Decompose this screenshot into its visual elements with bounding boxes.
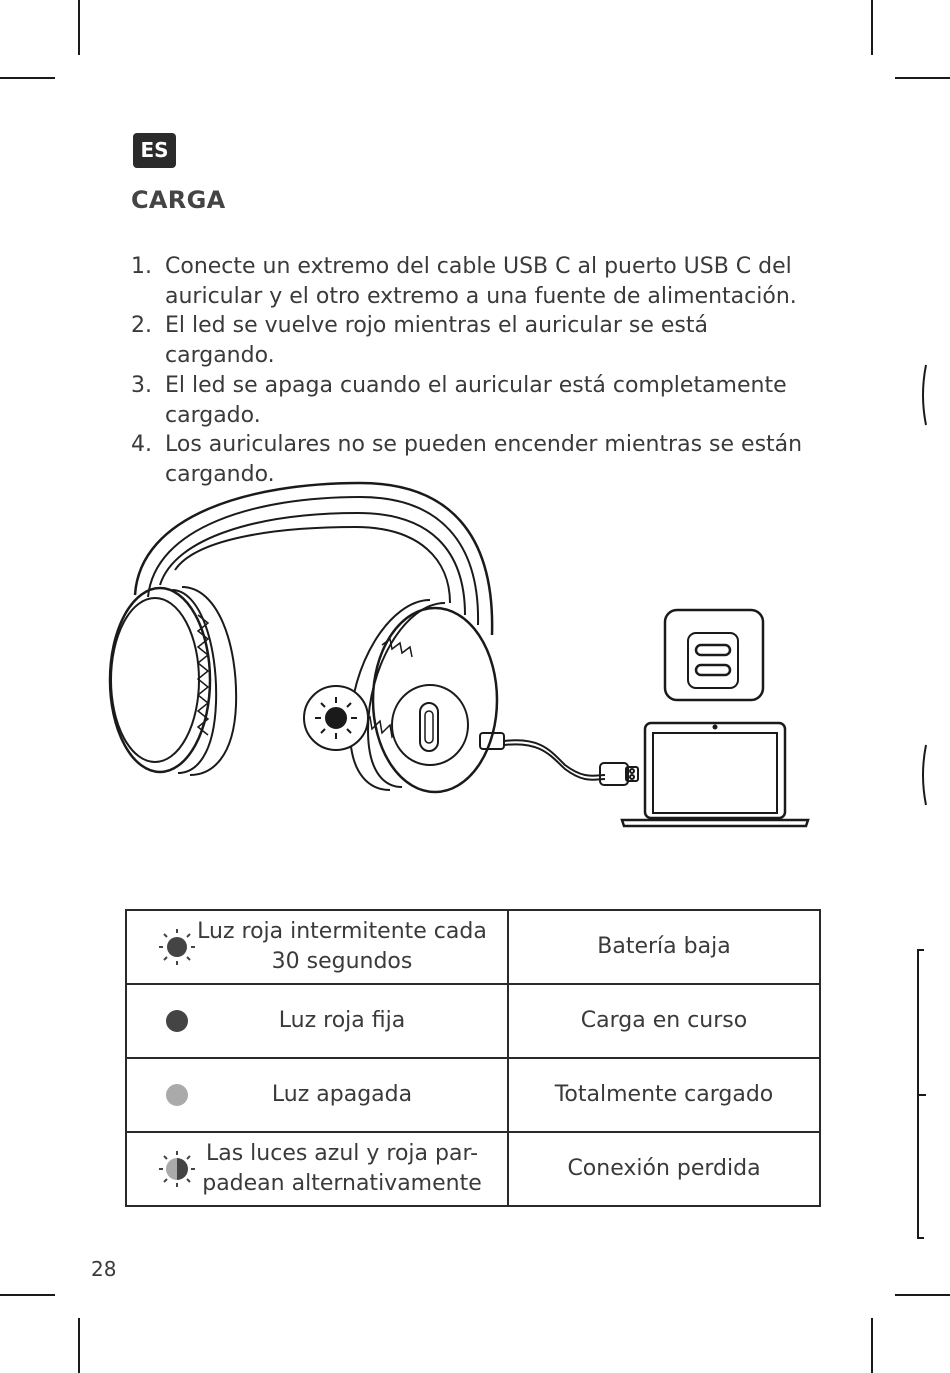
table-row	[126, 910, 820, 984]
table-cell	[126, 910, 508, 984]
led-indicator-text: Las luces azul y roja par-padean alternativamente	[202, 1141, 482, 1196]
charging-steps-list	[131, 252, 821, 490]
led-indicator-text: Luz roja fija	[278, 1008, 406, 1033]
crop-mark	[895, 1294, 950, 1296]
crop-mark	[78, 0, 80, 55]
table-row	[126, 1058, 820, 1132]
list-item	[131, 371, 821, 430]
list-item	[131, 252, 821, 311]
language-badge: ES	[133, 133, 176, 168]
crop-mark	[871, 0, 873, 55]
usb-charger-illustration	[665, 610, 763, 700]
crop-mark	[0, 1294, 55, 1296]
list-item	[131, 311, 821, 370]
led-indicator-text: Luz roja intermitente cada 30 segundos	[197, 919, 487, 974]
table-cell	[126, 1058, 508, 1132]
led-meaning-text: Carga en curso	[508, 984, 820, 1058]
step-text: Los auriculares no se pueden encender mientras se están cargando.	[165, 432, 803, 487]
table-cell	[126, 1132, 508, 1206]
laptop-illustration	[622, 723, 808, 826]
led-status-table	[125, 909, 821, 1207]
step-text: El led se apaga cuando el auricular está completamente cargado.	[165, 372, 787, 428]
charging-illustration	[100, 475, 820, 835]
solid-red-led-icon	[157, 1001, 197, 1041]
blinking-red-led-icon	[157, 927, 197, 967]
led-meaning-text: Conexión perdida	[508, 1132, 820, 1206]
crop-mark	[0, 77, 55, 79]
step-text: Conecte un extremo del cable USB C al puerto USB C del auricular y el otro extremo a una fuente de alimentación.	[165, 254, 797, 309]
table-row	[126, 984, 820, 1058]
table-cell	[126, 984, 508, 1058]
step-number: 3.	[131, 372, 152, 398]
page-number: 28	[91, 1257, 117, 1281]
section-title: CARGA	[131, 186, 226, 214]
side-registration-marks	[914, 350, 950, 1250]
crop-mark	[895, 77, 950, 79]
table-row	[126, 1132, 820, 1206]
led-meaning-text: Totalmente cargado	[508, 1058, 820, 1132]
crop-mark	[871, 1318, 873, 1373]
crop-mark	[78, 1318, 80, 1373]
usb-cable-illustration	[480, 733, 638, 785]
led-meaning-text: Batería baja	[508, 910, 820, 984]
step-number: 1.	[131, 254, 152, 279]
step-number: 2.	[131, 313, 152, 339]
led-off-icon	[157, 1075, 197, 1115]
alternating-blue-red-led-icon	[157, 1149, 197, 1189]
led-indicator-text: Luz apagada	[271, 1082, 413, 1107]
step-number: 4.	[131, 432, 152, 458]
step-text: El led se vuelve rojo mientras el auricular se está cargando.	[165, 313, 708, 369]
headphones-illustration	[110, 483, 497, 792]
